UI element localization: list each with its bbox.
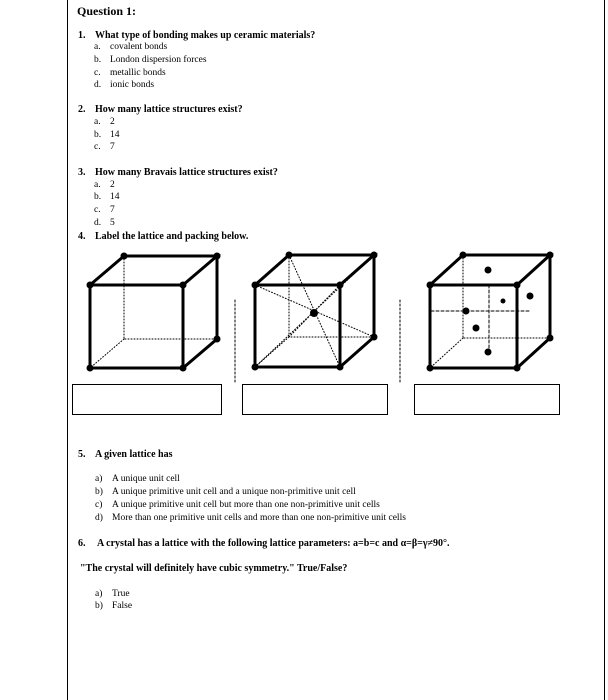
- q1-option-b-letter: b.: [94, 55, 102, 65]
- question-5-number: 5.: [78, 449, 86, 460]
- q1-option-d: ionic bonds: [110, 80, 155, 90]
- question-2-number: 2.: [78, 104, 86, 115]
- answer-box-simple-cubic[interactable]: [72, 384, 222, 415]
- question-6-statement: "The crystal will definitely have cubic symmetry." True/False?: [80, 563, 348, 574]
- q3-option-c-letter: c.: [94, 205, 101, 215]
- question-1-number: 1.: [78, 30, 86, 41]
- q1-option-c-letter: c.: [94, 68, 101, 78]
- q2-option-c: 7: [110, 142, 115, 152]
- q3-option-a: 2: [110, 180, 115, 190]
- q2-option-a-letter: a.: [94, 117, 101, 127]
- question-2-text: How many lattice structures exist?: [95, 104, 243, 115]
- q5-option-a-letter: a): [95, 474, 103, 484]
- answer-box-face-centered[interactable]: [414, 384, 560, 415]
- q3-option-c: 7: [110, 205, 115, 215]
- face-centered-cubic-lattice-figure: [427, 252, 554, 372]
- q3-option-d-letter: d.: [94, 218, 102, 228]
- q5-option-b-letter: b): [95, 487, 103, 497]
- q5-option-d-letter: d): [95, 513, 103, 523]
- question-4-number: 4.: [78, 231, 86, 242]
- q5-option-c-letter: c): [95, 500, 103, 510]
- question-3-text: How many Bravais lattice structures exist?: [95, 167, 278, 178]
- q2-option-a: 2: [110, 117, 115, 127]
- answer-box-body-centered[interactable]: [242, 384, 388, 415]
- question-6-number: 6.: [78, 538, 86, 549]
- worksheet-title: Question 1:: [77, 4, 137, 18]
- body-centered-cubic-lattice-figure: [235, 252, 400, 384]
- q1-option-c: metallic bonds: [110, 68, 166, 78]
- question-4-text: Label the lattice and packing below.: [95, 231, 249, 242]
- q5-option-d: More than one primitive unit cells and more than one non-primitive unit cells: [112, 513, 406, 523]
- q3-option-d: 5: [110, 218, 115, 228]
- q5-option-c: A unique primitive unit cell but more than one non-primitive unit cells: [112, 500, 380, 510]
- q1-option-d-letter: d.: [94, 80, 102, 90]
- q6-option-a-letter: a): [95, 589, 103, 599]
- question-6-text: A crystal has a lattice with the following lattice parameters: a=b=c and α=β=γ≠90°.: [97, 538, 450, 549]
- q3-option-a-letter: a.: [94, 180, 101, 190]
- q1-option-a-letter: a.: [94, 42, 101, 52]
- q3-option-b-letter: b.: [94, 192, 102, 202]
- q2-option-c-letter: c.: [94, 142, 101, 152]
- q5-option-b: A unique primitive unit cell and a unique non-primitive unit cell: [112, 487, 356, 497]
- q1-option-b: London dispersion forces: [110, 55, 207, 65]
- q1-option-a: covalent bonds: [110, 42, 168, 52]
- q2-option-b-letter: b.: [94, 130, 102, 140]
- q5-option-a: A unique unit cell: [112, 474, 180, 484]
- question-3-number: 3.: [78, 167, 86, 178]
- question-5-text: A given lattice has: [95, 449, 173, 460]
- q2-option-b: 14: [110, 130, 120, 140]
- q6-option-b-letter: b): [95, 601, 103, 611]
- q6-option-a: True: [112, 589, 130, 599]
- q6-option-b: False: [112, 601, 133, 611]
- question-1-text: What type of bonding makes up ceramic materials?: [95, 30, 316, 41]
- q3-option-b: 14: [110, 192, 120, 202]
- simple-cubic-lattice-figure: [87, 253, 221, 372]
